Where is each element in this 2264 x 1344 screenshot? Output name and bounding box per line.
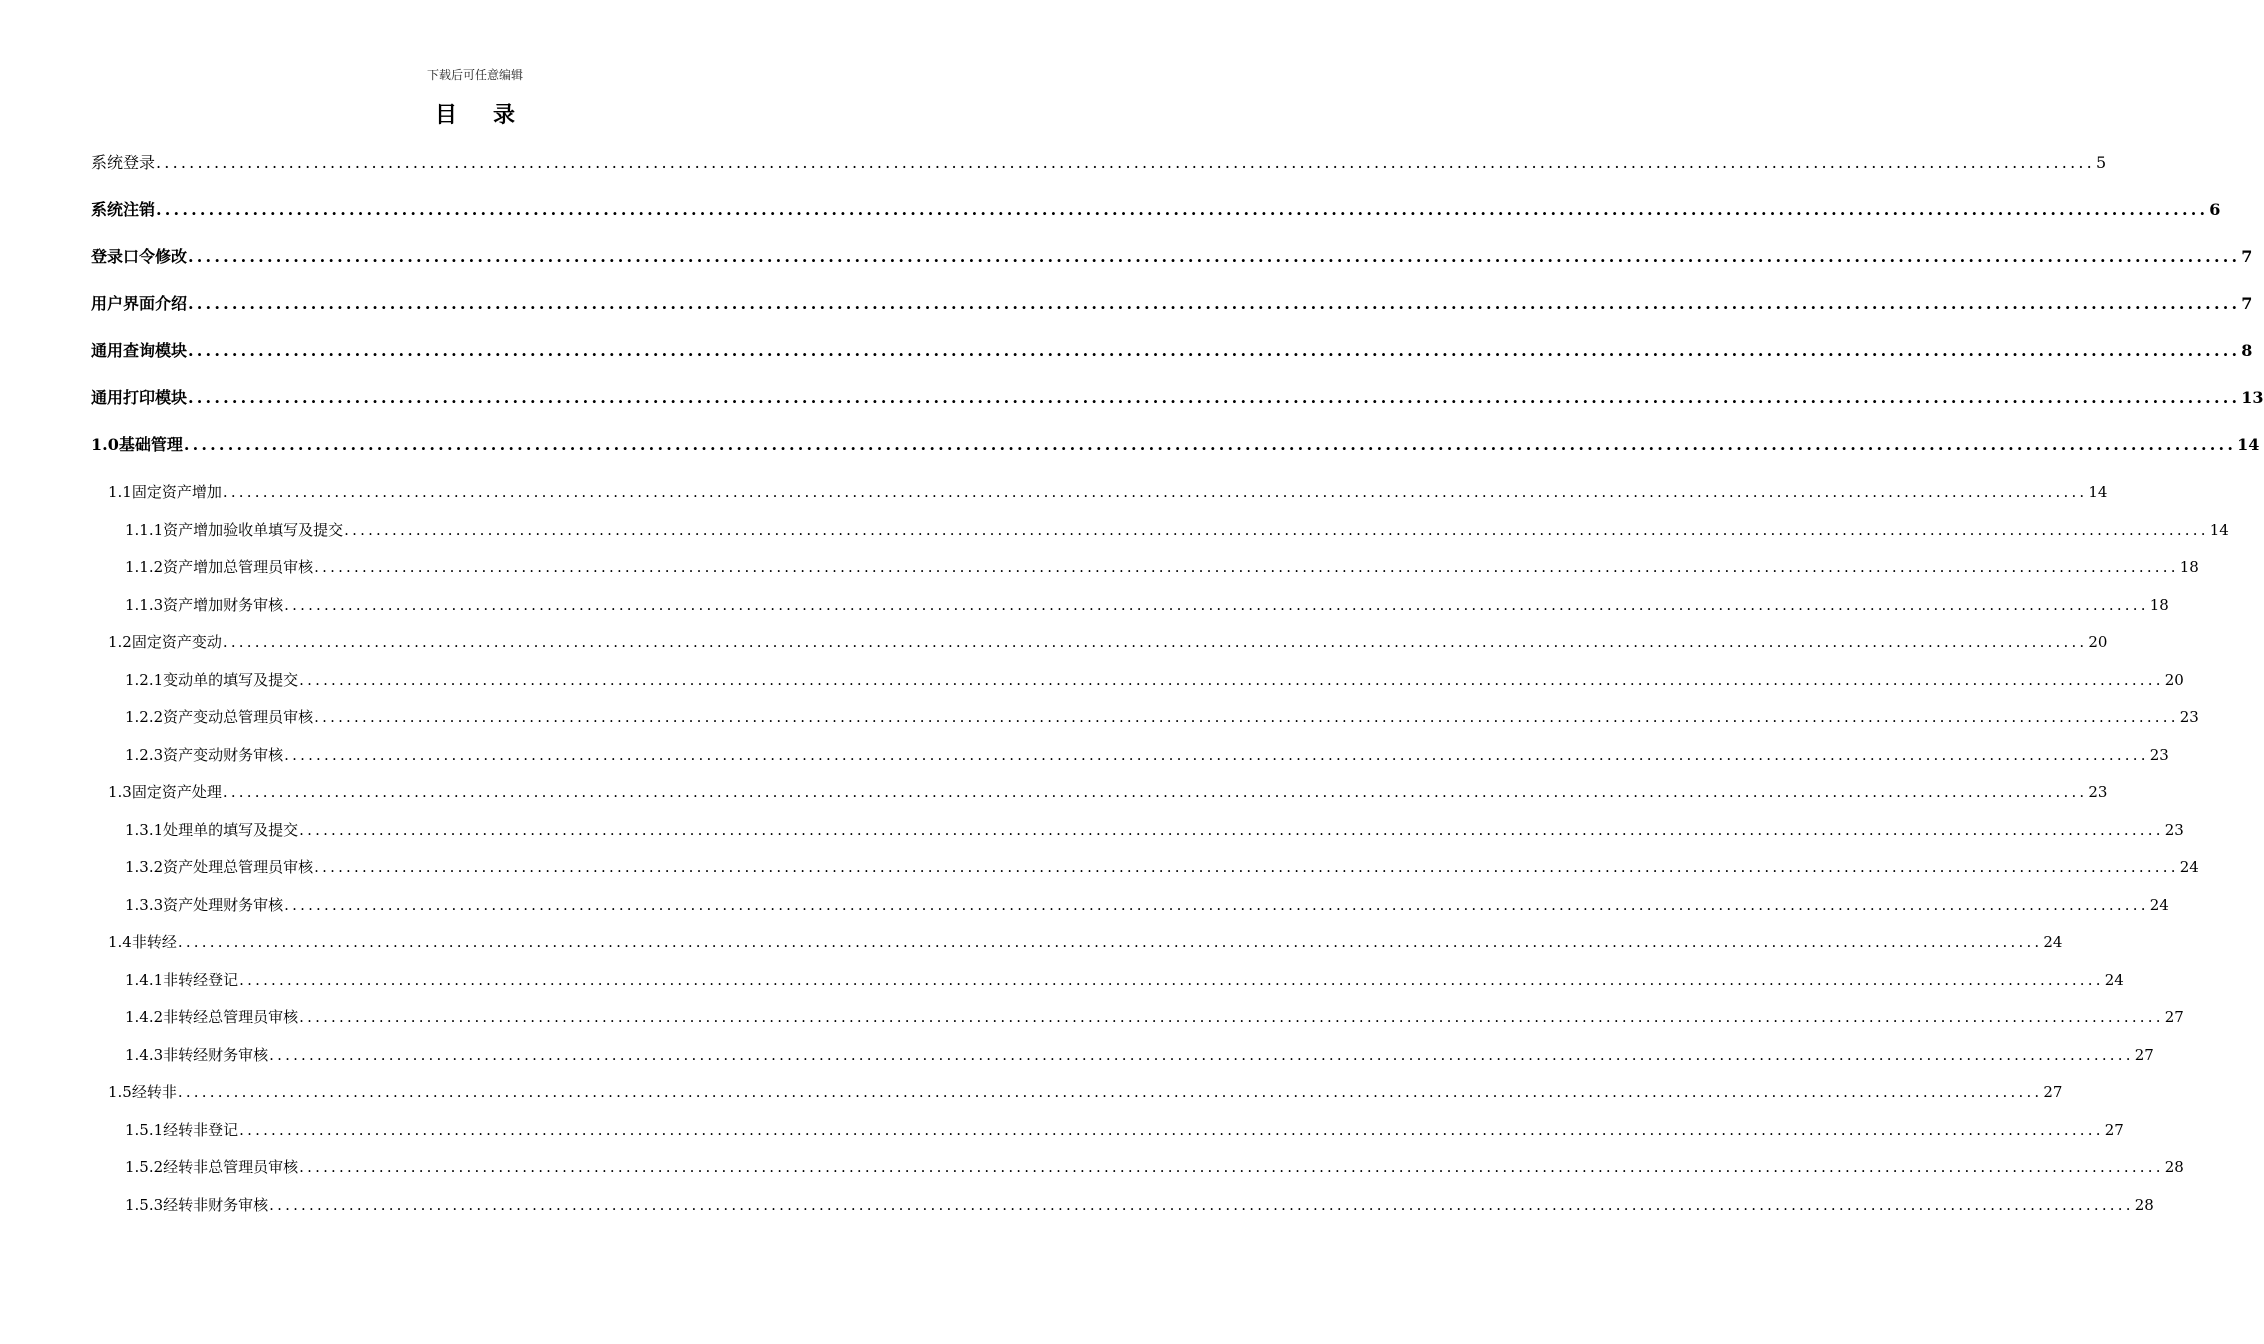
- toc-entry-label: 1.5.3经转非财务审核: [125, 1196, 269, 1214]
- toc-leader-dots: ..........................................................................................................................................................................................................................................: [188, 388, 2241, 407]
- toc-entry[interactable]: [91, 433, 2260, 457]
- toc-entry[interactable]: [91, 198, 2221, 222]
- toc-entry-page: 14: [2237, 435, 2260, 454]
- toc-entry-page: 23: [2149, 746, 2169, 764]
- toc-entry[interactable]: [125, 1118, 2124, 1142]
- toc-entry[interactable]: [91, 151, 2107, 175]
- toc-leader-dots: ..........................................................................................................................................................................................................................................: [222, 633, 2088, 651]
- toc-leader-dots: ..........................................................................................................................................................................................................................................: [239, 1121, 2104, 1139]
- toc-entry[interactable]: [91, 339, 2253, 363]
- toc-leader-dots: ..........................................................................................................................................................................................................................................: [284, 746, 2149, 764]
- toc-entry-page: 14: [2088, 483, 2108, 501]
- toc-entry-label: 1.1固定资产增加: [108, 483, 222, 501]
- toc-entry-page: 13: [2241, 388, 2264, 407]
- toc-entry[interactable]: [125, 855, 2199, 879]
- toc-leader-dots: ..........................................................................................................................................................................................................................................: [188, 341, 2241, 360]
- toc-entry-page: 23: [2164, 821, 2184, 839]
- toc-leader-dots: ..........................................................................................................................................................................................................................................: [269, 1196, 2134, 1214]
- toc-entry[interactable]: [108, 930, 2063, 954]
- toc-entry[interactable]: [108, 480, 2108, 504]
- toc-entry-label: 通用查询模块: [91, 341, 188, 360]
- toc-entry[interactable]: [125, 1155, 2184, 1179]
- toc-entry-label: 1.1.1资产增加验收单填写及提交: [125, 521, 344, 539]
- toc-entry-label: 1.2固定资产变动: [108, 633, 222, 651]
- toc-leader-dots: ..........................................................................................................................................................................................................................................: [314, 858, 2179, 876]
- toc-leader-dots: ..........................................................................................................................................................................................................................................: [284, 896, 2149, 914]
- toc-entry-page: 24: [2179, 858, 2199, 876]
- toc-leader-dots: ..........................................................................................................................................................................................................................................: [284, 596, 2149, 614]
- toc-leader-dots: ..........................................................................................................................................................................................................................................: [188, 247, 2241, 266]
- toc-leader-dots: ..........................................................................................................................................................................................................................................: [299, 1008, 2164, 1026]
- toc-leader-dots: ..........................................................................................................................................................................................................................................: [314, 708, 2179, 726]
- toc-entry-page: 8: [2241, 341, 2253, 360]
- toc-entry-page: 5: [2095, 153, 2107, 172]
- toc-entry-label: 1.0基础管理: [91, 435, 183, 454]
- toc-entry-page: 28: [2134, 1196, 2154, 1214]
- toc-leader-dots: ..........................................................................................................................................................................................................................................: [156, 153, 2095, 172]
- toc-entry-label: 登录口令修改: [91, 247, 188, 266]
- toc-entry-label: 1.3.2资产处理总管理员审核: [125, 858, 314, 876]
- toc-leader-dots: ..........................................................................................................................................................................................................................................: [222, 783, 2088, 801]
- toc-entry-page: 18: [2179, 558, 2199, 576]
- toc-leader-dots: ..........................................................................................................................................................................................................................................: [183, 435, 2237, 454]
- toc-leader-dots: ..........................................................................................................................................................................................................................................: [188, 294, 2241, 313]
- toc-entry-label: 1.5.1经转非登记: [125, 1121, 239, 1139]
- toc-entry-page: 24: [2104, 971, 2124, 989]
- toc-title: 目录: [434, 102, 551, 128]
- toc-entry[interactable]: [125, 1043, 2154, 1067]
- toc-entry-label: 1.2.1变动单的填写及提交: [125, 671, 299, 689]
- toc-entry-page: 18: [2149, 596, 2169, 614]
- toc-entry-label: 1.2.2资产变动总管理员审核: [125, 708, 314, 726]
- toc-entry[interactable]: [108, 630, 2108, 654]
- toc-entry[interactable]: [125, 1193, 2154, 1217]
- toc-leader-dots: ..........................................................................................................................................................................................................................................: [269, 1046, 2134, 1064]
- toc-entry-page: 23: [2179, 708, 2199, 726]
- toc-entry-label: 1.4.1非转经登记: [125, 971, 239, 989]
- toc-leader-dots: ..........................................................................................................................................................................................................................................: [222, 483, 2088, 501]
- toc-entry[interactable]: [125, 743, 2169, 767]
- toc-entry[interactable]: [91, 245, 2253, 269]
- toc-entry-page: 7: [2241, 247, 2253, 266]
- toc-entry[interactable]: [108, 1080, 2063, 1104]
- toc-leader-dots: ..........................................................................................................................................................................................................................................: [299, 671, 2164, 689]
- toc-leader-dots: ..........................................................................................................................................................................................................................................: [299, 1158, 2164, 1176]
- toc-entry[interactable]: [125, 593, 2169, 617]
- page-header-note: 下载后可任意编辑: [426, 68, 523, 82]
- toc-entry-page: 20: [2088, 633, 2108, 651]
- toc-entry-page: 27: [2134, 1046, 2154, 1064]
- toc-entry-label: 1.3.1处理单的填写及提交: [125, 821, 299, 839]
- toc-entry[interactable]: [125, 893, 2169, 917]
- toc-leader-dots: ..........................................................................................................................................................................................................................................: [299, 821, 2164, 839]
- toc-entry-page: 6: [2209, 200, 2221, 219]
- toc-entry[interactable]: [125, 668, 2184, 692]
- toc-leader-dots: ..........................................................................................................................................................................................................................................: [156, 200, 2209, 219]
- toc-entry-label: 1.3.3资产处理财务审核: [125, 896, 284, 914]
- toc-leader-dots: ..........................................................................................................................................................................................................................................: [314, 558, 2179, 576]
- toc-entry-label: 1.4.3非转经财务审核: [125, 1046, 269, 1064]
- toc-leader-dots: ..........................................................................................................................................................................................................................................: [344, 521, 2209, 539]
- toc-leader-dots: ..........................................................................................................................................................................................................................................: [177, 933, 2043, 951]
- toc-entry-label: 系统注销: [91, 200, 156, 219]
- toc-entry[interactable]: [108, 780, 2108, 804]
- toc-entry-label: 1.1.3资产增加财务审核: [125, 596, 284, 614]
- toc-entry-label: 1.5.2经转非总管理员审核: [125, 1158, 299, 1176]
- toc-entry[interactable]: [125, 968, 2124, 992]
- toc-entry-page: 7: [2241, 294, 2253, 313]
- toc-entry[interactable]: [125, 555, 2199, 579]
- toc-entry-page: 14: [2209, 521, 2229, 539]
- toc-entry[interactable]: [125, 705, 2199, 729]
- toc-entry-page: 23: [2088, 783, 2108, 801]
- toc-entry-page: 24: [2149, 896, 2169, 914]
- toc-entry-label: 1.4.2非转经总管理员审核: [125, 1008, 299, 1026]
- toc-leader-dots: ..........................................................................................................................................................................................................................................: [177, 1083, 2043, 1101]
- toc-entry[interactable]: [91, 386, 2264, 410]
- toc-entry-page: 27: [2104, 1121, 2124, 1139]
- toc-entry[interactable]: [125, 1005, 2184, 1029]
- toc-entry-label: 1.1.2资产增加总管理员审核: [125, 558, 314, 576]
- toc-entry-label: 通用打印模块: [91, 388, 188, 407]
- toc-entry-label: 1.4非转经: [108, 933, 177, 951]
- toc-entry-label: 1.3固定资产处理: [108, 783, 222, 801]
- toc-leader-dots: ..........................................................................................................................................................................................................................................: [239, 971, 2104, 989]
- toc-entry-label: 系统登录: [91, 153, 156, 172]
- toc-entry[interactable]: [125, 818, 2184, 842]
- toc-entry-label: 1.5经转非: [108, 1083, 177, 1101]
- toc-entry-page: 24: [2043, 933, 2063, 951]
- toc-entry-page: 27: [2164, 1008, 2184, 1026]
- toc-entry[interactable]: [91, 292, 2253, 316]
- toc-entry-label: 1.2.3资产变动财务审核: [125, 746, 284, 764]
- toc-entry-label: 用户界面介绍: [91, 294, 188, 313]
- toc-entry[interactable]: [125, 518, 2229, 542]
- toc-entry-page: 28: [2164, 1158, 2184, 1176]
- toc-entry-page: 27: [2043, 1083, 2063, 1101]
- toc-entry-page: 20: [2164, 671, 2184, 689]
